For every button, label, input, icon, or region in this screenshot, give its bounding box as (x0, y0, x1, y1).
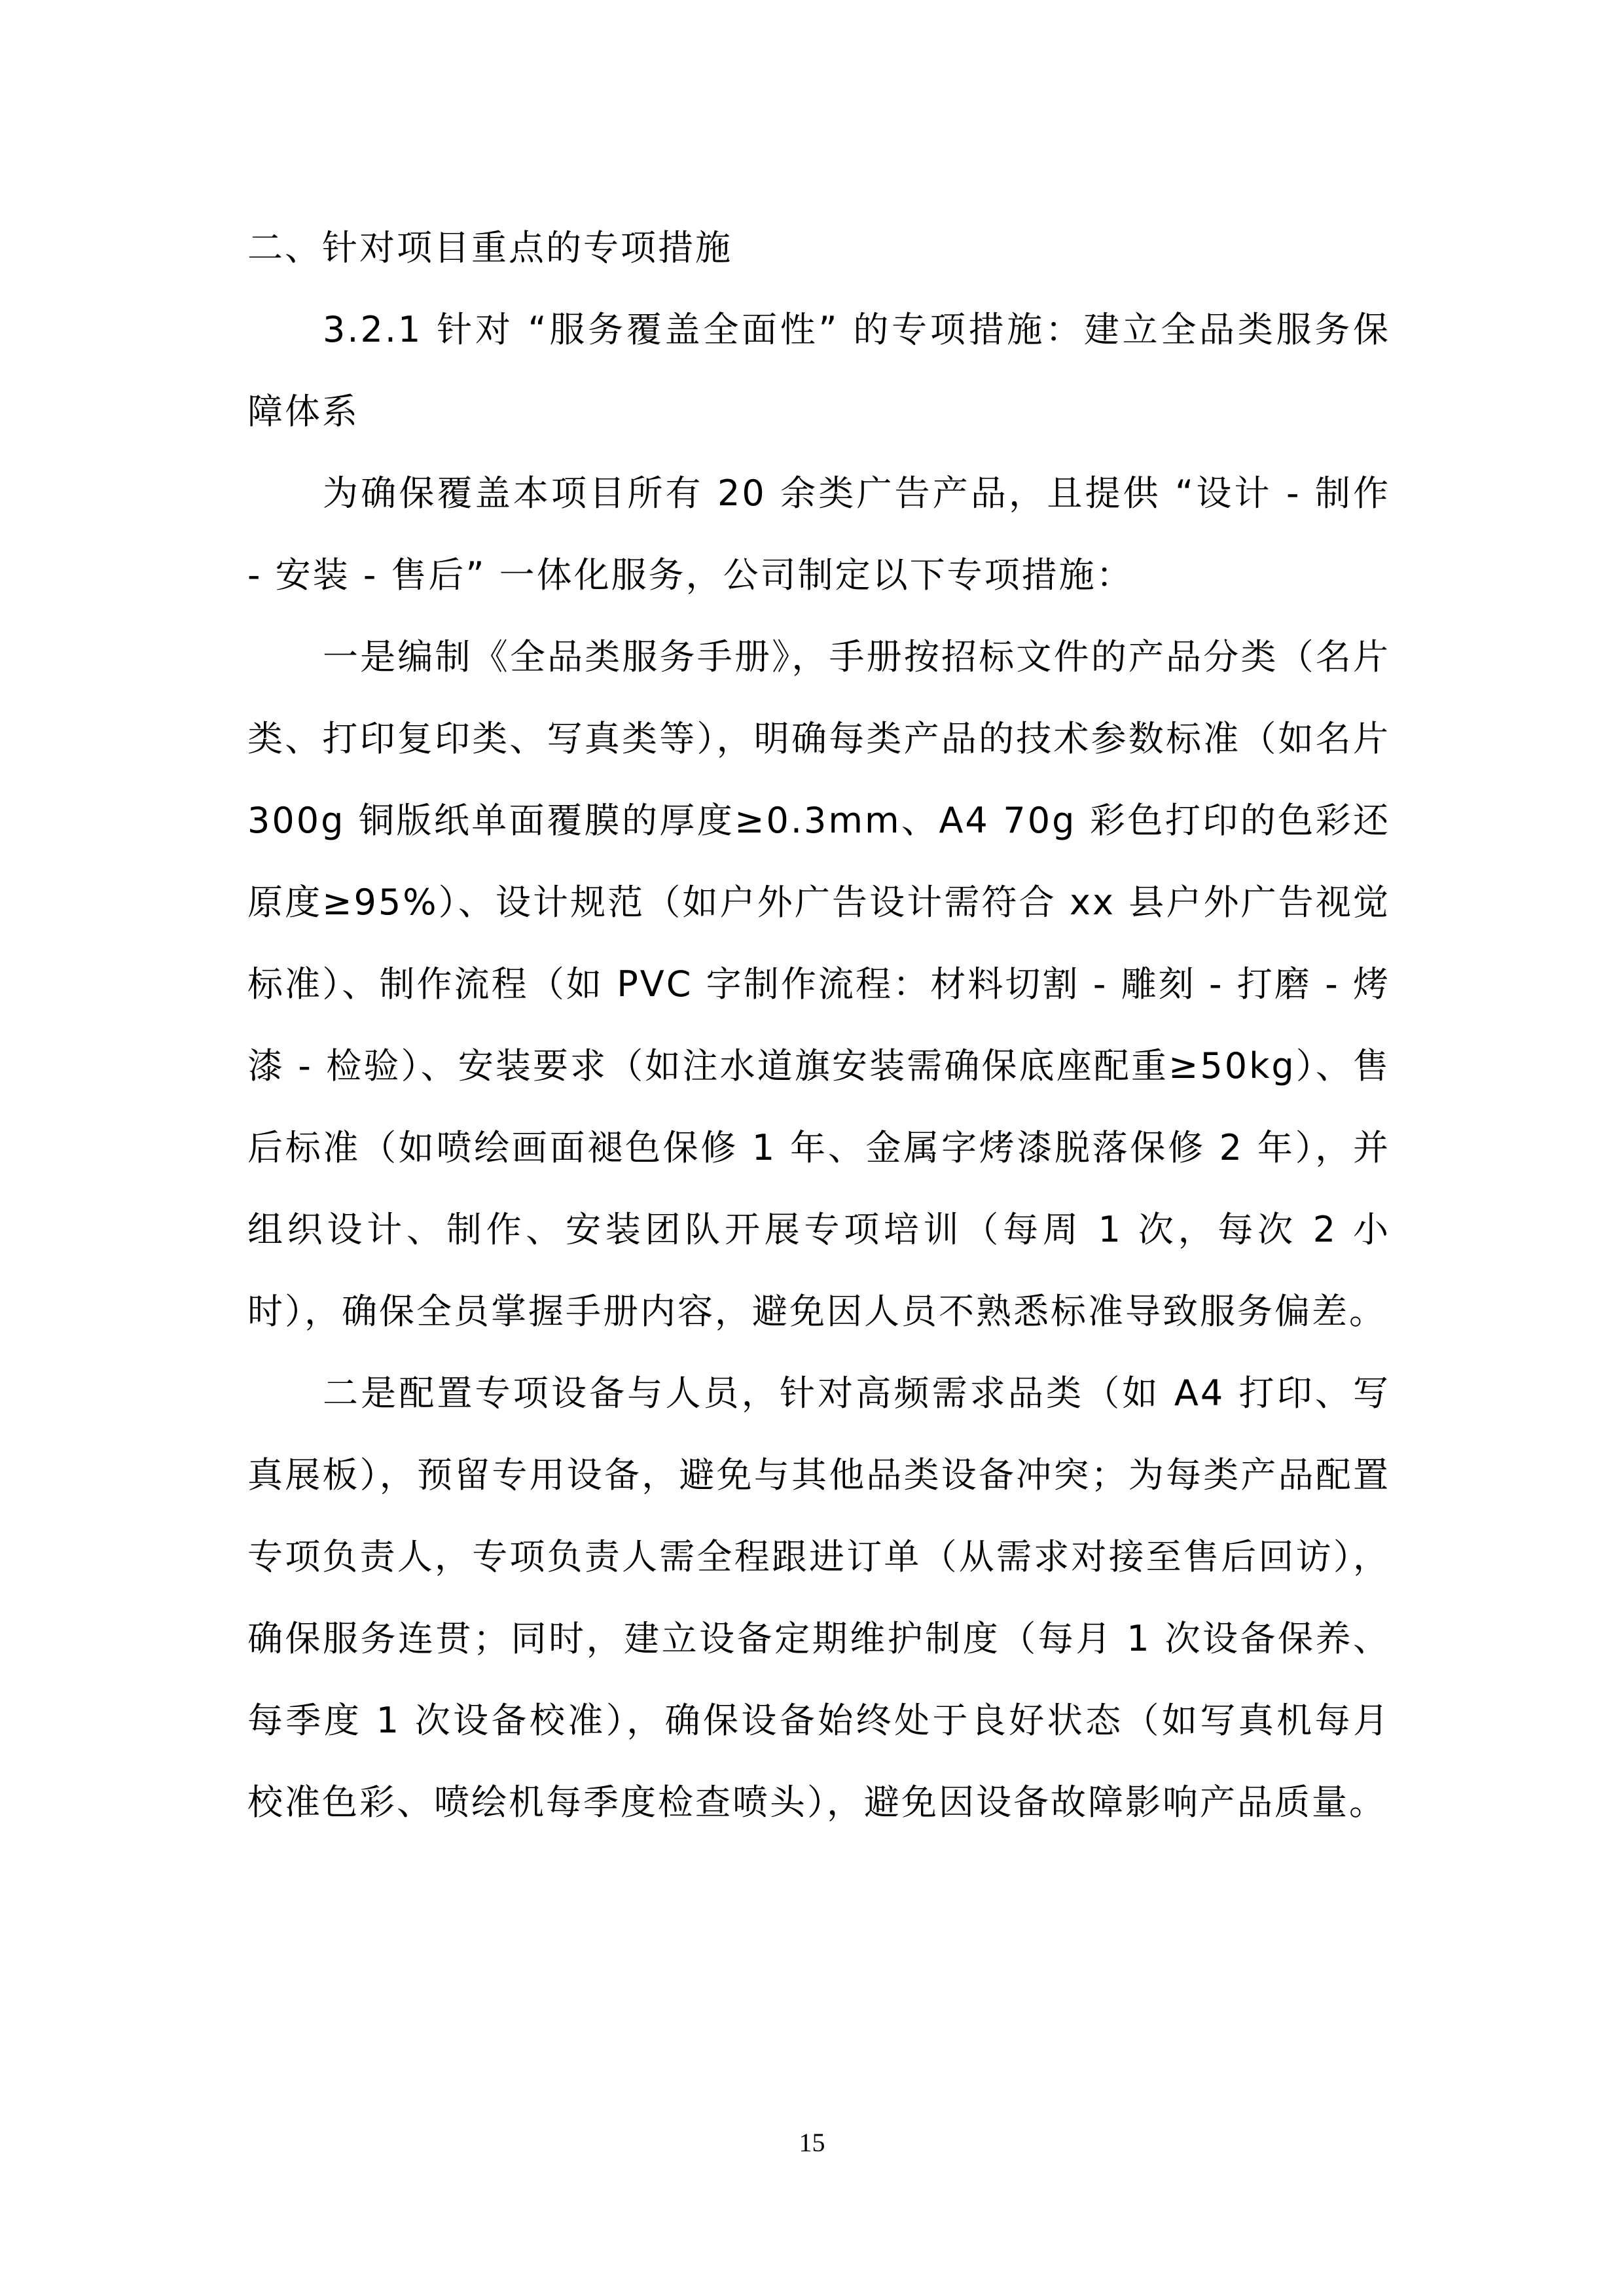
page-number: 15 (799, 2128, 825, 2157)
intro-paragraph: 为确保覆盖本项目所有 20 余类广告产品，且提供 “设计 - 制作 - 安装 - 售后” 一体化服务，公司制定以下专项措施： (247, 473, 1390, 596)
measure-two-paragraph: 二是配置专项设备与人员，针对高频需求品类（如 A4 打印、写真展板），预留专用设备，避免与其他品类设备冲突；为每类产品配置专项负责人，专项负责人需全程跟进订单（从需求对接至售后回访），确保服务连贯；同时，建立设备定期维护制度（每月 1 次设备保养、每季度 1 次设备校准），确保设备始终处于良好状态（如写真机每月校准色彩、喷绘机每季度检查喷头），避免因设备故障影响产品质量。 (247, 1372, 1390, 1823)
measure-one-paragraph: 一是编制《全品类服务手册》，手册按招标文件的产品分类（名片类、打印复印类、写真类等），明确每类产品的技术参数标准（如名片 300g 铜版纸单面覆膜的厚度≥0.3mm、A4 70g 彩色打印的色彩还原度≥95%）、设计规范（如户外广告设计需符合 xx 县户外广告视觉标准）、制作流程（如 PVC 字制作流程：材料切割 - 雕刻 - 打磨 - 烤漆 - 检验）、安装要求（如注水道旗安装需确保底座配重≥50kg）、售后标准（如喷绘画面褪色保修 1 年、金属字烤漆脱落保修 2 年），并组织设计、制作、安装团队开展专项培训（每周 1 次，每次 2 小时），确保全员掌握手册内容，避免因人员不熟悉标准导致服务偏差。 (247, 636, 1390, 1332)
section-heading: 二、针对项目重点的专项措施 (247, 227, 732, 268)
document-body (247, 207, 1390, 1843)
subsection-title: 3.2.1 针对 “服务覆盖全面性” 的专项措施：建立全品类服务保障体系 (247, 309, 1390, 432)
